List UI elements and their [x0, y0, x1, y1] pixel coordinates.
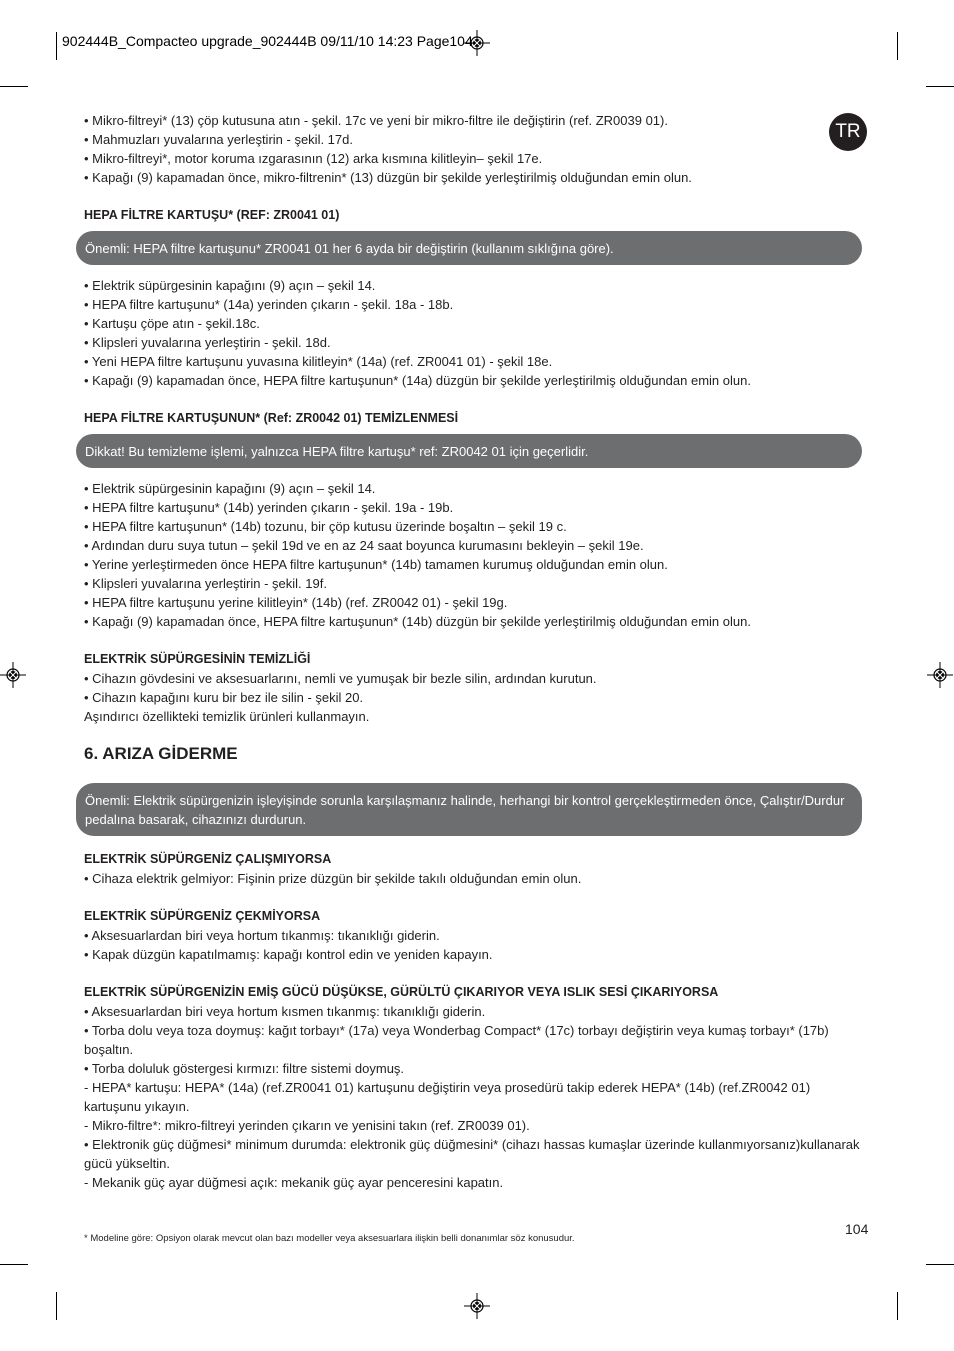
section-heading: ELEKTRİK SÜPÜRGENİZ ÇEKMİYORSA: [84, 909, 321, 923]
registration-mark-icon: [464, 1293, 490, 1319]
page-number: 104: [845, 1221, 869, 1237]
bullet-line: • Klipsleri yuvalarına yerleştirin - şekil. 18d.: [84, 335, 331, 350]
bullet-line: • Elektrik süpürgesinin kapağını (9) açın – şekil 14.: [84, 278, 376, 293]
bullet-line: • Yerine yerleştirmeden önce HEPA filtre kartuşunun* (14b) tamamen kurumuş olduğundan emin olun.: [84, 557, 668, 572]
bullet-line: • Torba doluluk göstergesi kırmızı: filtre sistemi doymuş.: [84, 1061, 405, 1076]
bullet-line: • HEPA filtre kartuşunun* (14b) tozunu, bir çöp kutusu üzerinde boşaltın – şekil 19 c.: [84, 519, 567, 534]
bullet-line: • Kapağı (9) kapamadan önce, mikro-filtrenin* (13) düzgün bir şekilde yerleştirilmiş olduğundan emin olun.: [84, 170, 692, 185]
important-note-bar: Önemli: HEPA filtre kartuşunu* ZR0041 01 her 6 ayda bir değiştirin (kullanım sıklığına göre).: [76, 231, 862, 265]
crop-mark: [0, 86, 28, 87]
registration-mark-icon: [927, 662, 953, 688]
chapter-title: 6. ARIZA GİDERME: [84, 744, 238, 763]
crop-mark: [897, 1292, 898, 1320]
bullet-line: • Kapağı (9) kapamadan önce, HEPA filtre kartuşunun* (14a) düzgün bir şekilde yerleştirilmiş olduğundan emin olun.: [84, 373, 751, 388]
page-content: [84, 111, 870, 1192]
crop-mark: [0, 1264, 28, 1265]
bullet-line: - Mikro-filtre*: mikro-filtreyi yerinden çıkarın ve yenisini takın (ref. ZR0039 01).: [84, 1118, 530, 1133]
bullet-line: • Elektrik süpürgesinin kapağını (9) açın – şekil 14.: [84, 481, 376, 496]
bullet-line: • Cihazın kapağını kuru bir bez ile silin - şekil 20.: [84, 690, 364, 705]
bullet-line: - Mekanik güç ayar düğmesi açık: mekanik güç ayar penceresini kapatın.: [84, 1175, 504, 1190]
important-note-bar: Önemli: Elektrik süpürgenizin işleyişinde sorunla karşılaşmanız halinde, herhangi bir kontrol gerçekleştirmeden önce, Çalıştır/Durdur pedalına basarak, cihazınızı durdurun.: [76, 783, 862, 836]
registration-mark-icon: [0, 662, 26, 688]
bullet-line: • Kapak düzgün kapatılmamış: kapağı kontrol edin ve yeniden kapayın.: [84, 947, 493, 962]
bullet-line: • Elektronik güç düğmesi* minimum durumda: elektronik güç düğmesini* (cihazı hassas kumaşlar üzerinde kullanmıyorsanız)kullanarak gücü yükseltin.: [84, 1137, 860, 1171]
warning-note-bar: Dikkat! Bu temizleme işlemi, yalnızca HEPA filtre kartuşu* ref: ZR0042 01 için geçerlidir.: [76, 434, 862, 468]
bullet-line: • HEPA filtre kartuşunu* (14b) yerinden çıkarın - şekil. 19a - 19b.: [84, 500, 454, 515]
crop-mark: [897, 32, 898, 60]
bullet-line: • Ardından duru suya tutun – şekil 19d ve en az 24 saat boyunca kurumasını bekleyin – şekil 19e.: [84, 538, 644, 553]
bullet-line: • Kartuşu çöpe atın - şekil.18c.: [84, 316, 260, 331]
crop-mark: [56, 32, 57, 60]
bullet-line: • Cihaza elektrik gelmiyor: Fişinin prize düzgün bir şekilde takılı olduğundan emin olun.: [84, 871, 582, 886]
bullet-line: • Mikro-filtreyi*, motor koruma ızgarasının (12) arka kısmına kilitleyin– şekil 17e.: [84, 151, 543, 166]
section-heading: HEPA FİLTRE KARTUŞU* (REF: ZR0041 01): [84, 208, 340, 222]
bullet-line: • Aksesuarlardan biri veya hortum tıkanmış: tıkanıklığı giderin.: [84, 928, 440, 943]
bullet-line: • Cihazın gövdesini ve aksesuarlarını, nemli ve yumuşak bir bezle silin, ardından kurutun.: [84, 671, 597, 686]
section-heading: ELEKTRİK SÜPÜRGESİNİN TEMİZLİĞİ: [84, 652, 311, 666]
crop-mark: [926, 1264, 954, 1265]
crop-mark: [926, 86, 954, 87]
bullet-line: • Mikro-filtreyi* (13) çöp kutusuna atın - şekil. 17c ve yeni bir mikro-filtre ile değiştirin (ref. ZR0039 01).: [84, 113, 668, 128]
bullet-line: • HEPA filtre kartuşunu yerine kilitleyin* (14b) (ref. ZR0042 01) - şekil 19g.: [84, 595, 508, 610]
section-heading: HEPA FİLTRE KARTUŞUNUN* (Ref: ZR0042 01) TEMİZLENMESİ: [84, 411, 459, 425]
bullet-line: - HEPA* kartuşu: HEPA* (14a) (ref.ZR0041 01) kartuşunu değiştirin veya prosedürü takip ederek HEPA* (14b) (ref.ZR0042 01) kartuşunu yıkayın.: [84, 1080, 811, 1114]
bullet-line: • Yeni HEPA filtre kartuşunu yuvasına kilitleyin* (14a) (ref. ZR0041 01) - şekil 18e.: [84, 354, 553, 369]
bullet-line: • Mahmuzları yuvalarına yerleştirin - şekil. 17d.: [84, 132, 353, 147]
crop-mark: [56, 1292, 57, 1320]
footnote: * Modeline göre: Opsiyon olarak mevcut olan bazı modeller veya aksesuarlara ilişkin belli donanımlar söz konusudur.: [84, 1233, 575, 1244]
bullet-line: • Kapağı (9) kapamadan önce, HEPA filtre kartuşunun* (14b) düzgün bir şekilde yerleştirilmiş olduğundan emin olun.: [84, 614, 751, 629]
registration-mark-icon: [464, 30, 490, 56]
section-heading: ELEKTRİK SÜPÜRGENİZ ÇALIŞMIYORSA: [84, 852, 332, 866]
text-line: Aşındırıcı özellikteki temizlik ürünleri kullanmayın.: [84, 709, 370, 724]
bullet-line: • Klipsleri yuvalarına yerleştirin - şekil. 19f.: [84, 576, 327, 591]
print-slug: 902444B_Compacteo upgrade_902444B 09/11/10 14:23 Page104: [62, 33, 473, 49]
section-heading: ELEKTRİK SÜPÜRGENİZİN EMİŞ GÜCÜ DÜŞÜKSE, GÜRÜLTÜ ÇIKARIYOR VEYA ISLIK SESİ ÇIKARIYORSA: [84, 985, 719, 999]
bullet-line: • HEPA filtre kartuşunu* (14a) yerinden çıkarın - şekil. 18a - 18b.: [84, 297, 454, 312]
bullet-line: • Aksesuarlardan biri veya hortum kısmen tıkanmış: tıkanıklığı giderin.: [84, 1004, 486, 1019]
bullet-line: • Torba dolu veya toza doymuş: kağıt torbayı* (17a) veya Wonderbag Compact* (17c) torbayı değiştirin veya kumaş torbayı* (17b) boşaltın.: [84, 1023, 829, 1057]
language-badge: TR: [829, 113, 867, 151]
